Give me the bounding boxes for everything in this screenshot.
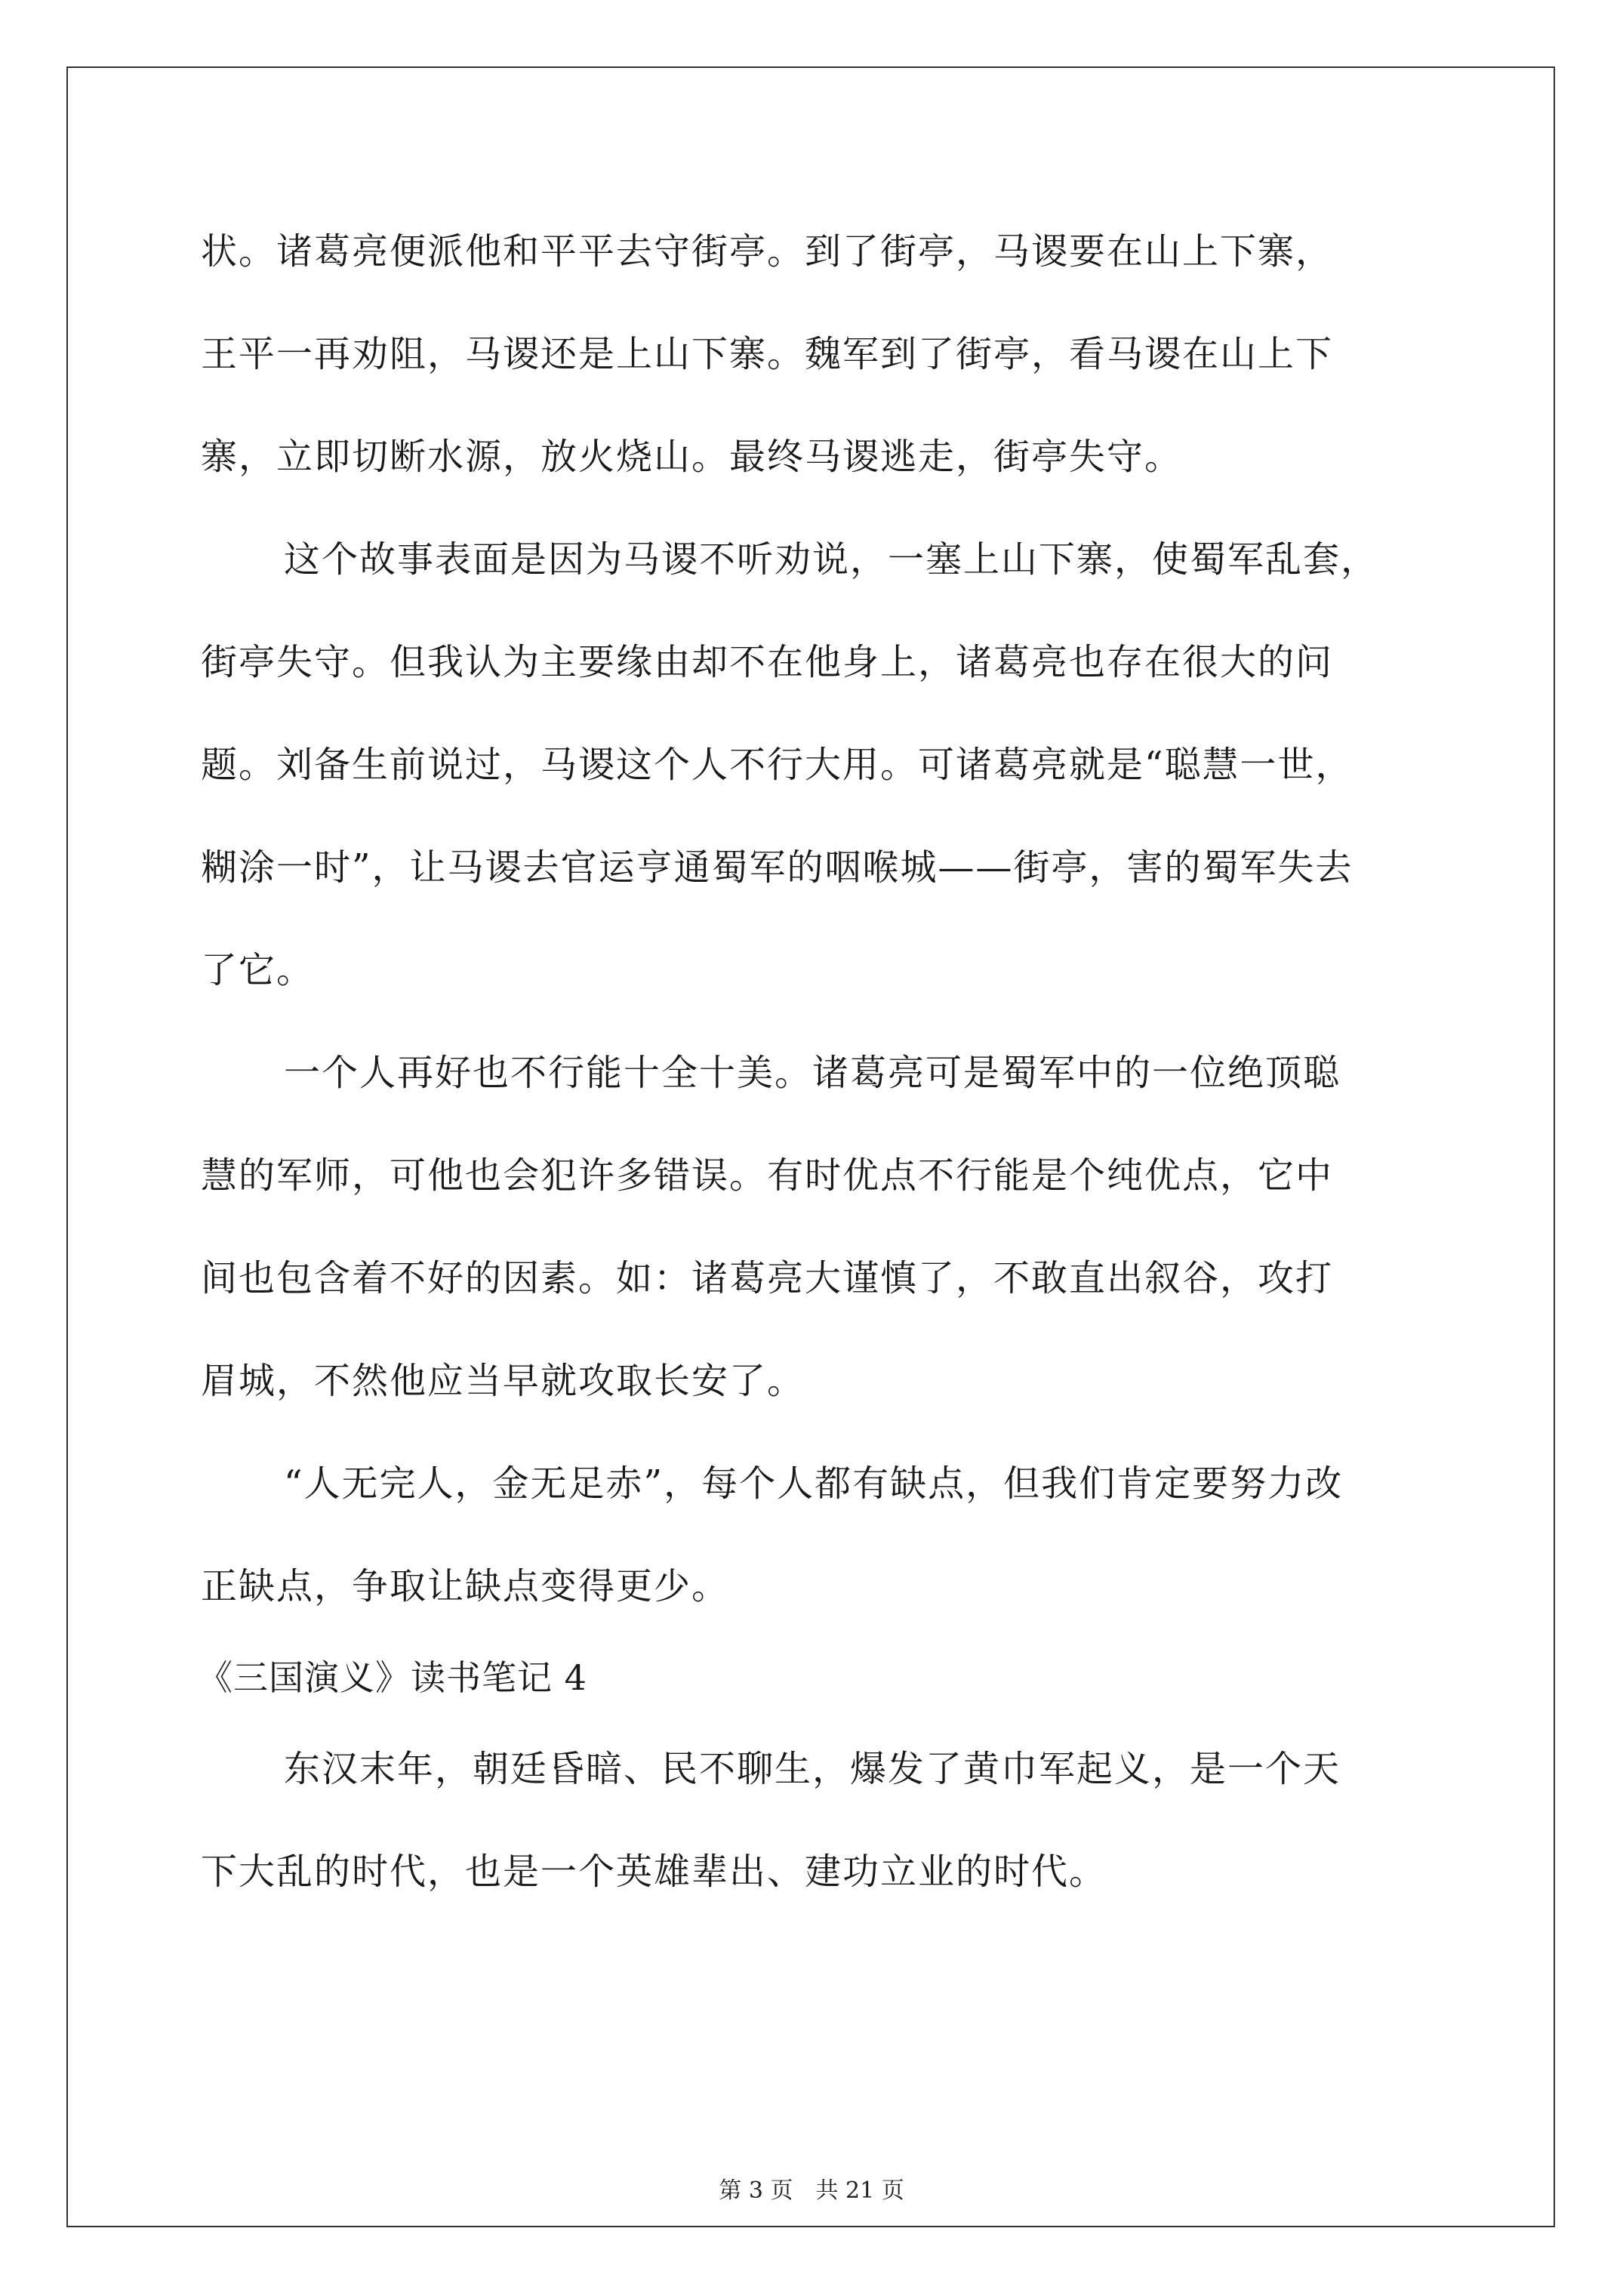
document-body [198,200,1439,1923]
text-line: 间也包含着不好的因素。如：诸葛亮大谨慎了，不敢直出叙谷，攻打 [201,1257,1334,1299]
text-line: 题。刘备生前说过，马谡这个人不行大用。可诸葛亮就是“聪慧一世， [201,744,1354,786]
text-line: 慧的军师，可他也会犯许多错误。有时优点不行能是个纯优点，它中 [201,1154,1334,1197]
text-line: 街亭失守。但我认为主要缘由却不在他身上，诸葛亮也存在很大的问 [201,641,1334,683]
text-line: “人无完人，金无足赤”，每个人都有缺点，但我们肯定要努力改 [284,1462,1344,1505]
text-line: 这个故事表面是因为马谡不听劝说，一塞上山下寨，使蜀军乱套， [284,538,1379,581]
text-line: 状。诸葛亮便派他和平平去守街亭。到了街亭，马谡要在山上下寨， [201,230,1334,273]
text-line: 王平一再劝阻，马谡还是上山下寨。魏军到了街亭，看马谡在山上下 [201,333,1334,375]
page-number-footer: 第 3 页 共 21 页 [719,2177,904,2204]
text-line: 东汉末年，朝廷昏暗、民不聊生，爆发了黄巾军起义，是一个天 [284,1748,1341,1790]
text-line: 眉城，不然他应当早就攻取长安了。 [201,1360,805,1402]
text-line: 正缺点，争取让缺点变得更少。 [201,1565,730,1607]
text-line: 下大乱的时代，也是一个英雄辈出、建功立业的时代。 [201,1851,1107,1893]
text-line: 寨，立即切断水源，放火烧山。最终马谡逃走，街亭失守。 [201,436,1183,478]
text-line: 一个人再好也不行能十全十美。诸葛亮可是蜀军中的一位绝顶聪 [284,1052,1341,1094]
text-line: 糊涂一时”，让马谡去官运亨通蜀军的咽喉城——街亭，害的蜀军失去 [201,846,1354,889]
text-line: 了它。 [201,949,315,991]
section-heading: 《三国演义》读书笔记 4 [198,1657,587,1698]
